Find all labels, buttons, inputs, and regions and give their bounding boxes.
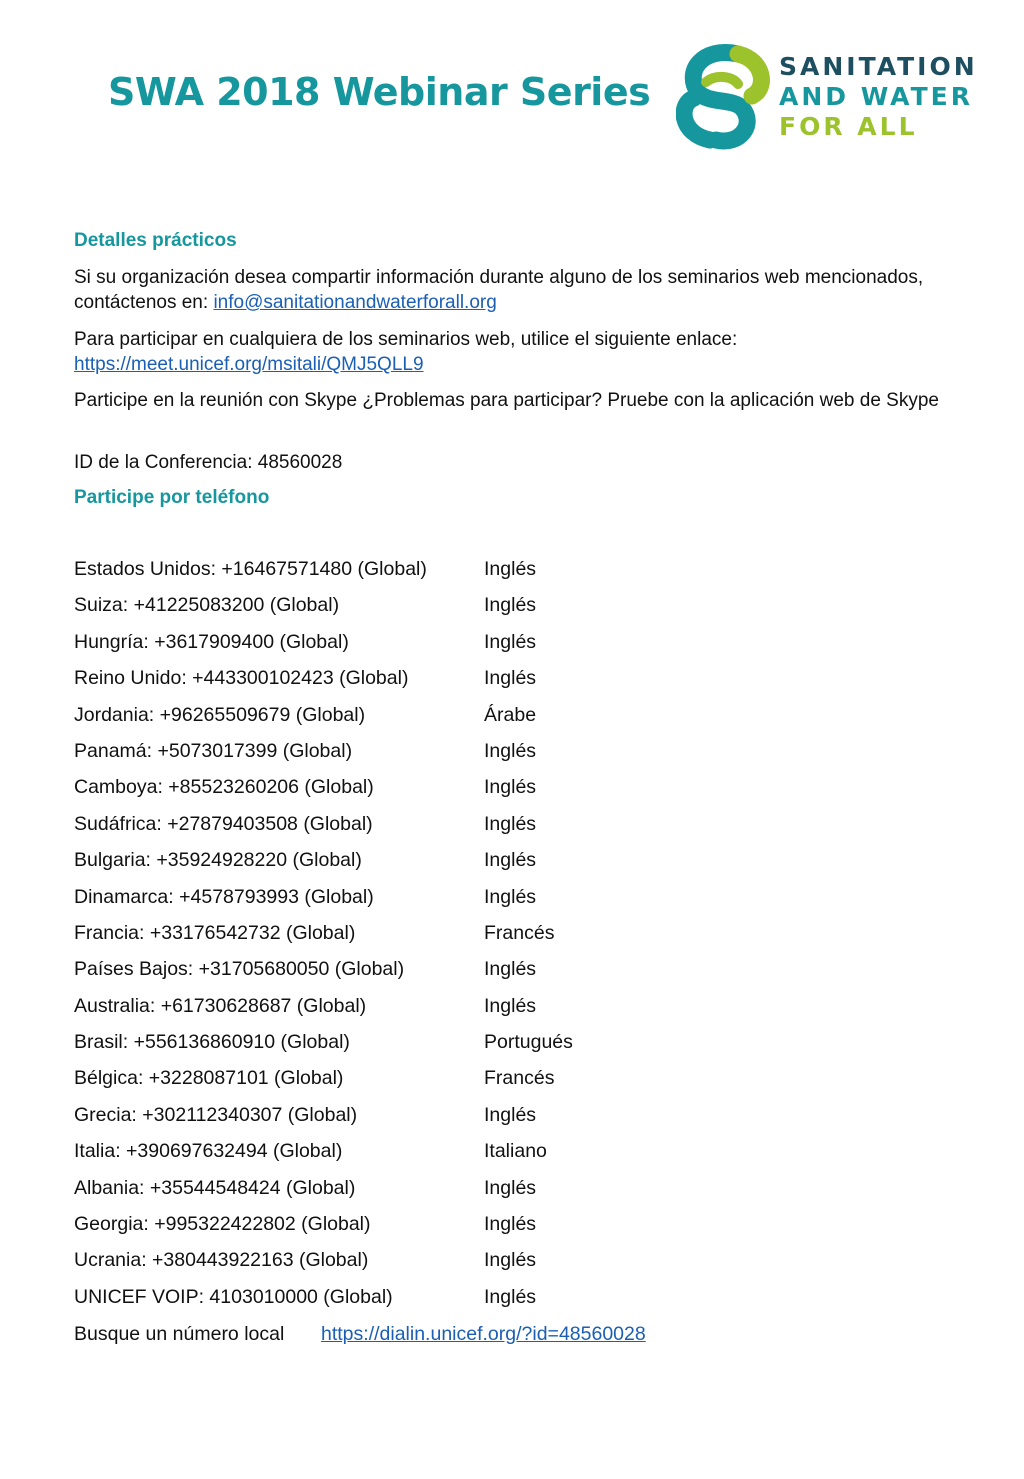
local-number-row xyxy=(74,1323,646,1346)
phone-row xyxy=(74,1031,954,1067)
phone-country-number: Bélgica: +3228087101 (Global) xyxy=(74,1067,344,1090)
phone-language: Inglés xyxy=(484,1176,537,1199)
phone-country-number: Francia: +33176542732 (Global) xyxy=(74,921,356,944)
phone-language: Inglés xyxy=(484,1285,537,1308)
phone-language: Inglés xyxy=(484,558,537,580)
swa-logo xyxy=(676,42,976,152)
phone-row xyxy=(74,667,954,703)
meeting-link[interactable]: https://meet.unicef.org/msitali/QMJ5QLL9 xyxy=(74,354,424,375)
phone-country-number: Ucrania: +380443922163 (Global) xyxy=(74,1249,369,1272)
phone-language: Inglés xyxy=(484,667,537,690)
phone-language: Inglés xyxy=(484,812,537,835)
phone-country-number: Italia: +390697632494 (Global) xyxy=(74,1140,343,1163)
phone-language: Francés xyxy=(484,1067,555,1090)
share-info-paragraph xyxy=(74,265,974,315)
phone-row xyxy=(74,1213,954,1249)
phone-country-number: Países Bajos: +31705680050 (Global) xyxy=(74,958,405,981)
swa-logo-mark-icon xyxy=(676,42,772,152)
phone-row xyxy=(74,1177,954,1213)
practical-details-heading: Detalles prácticos xyxy=(74,230,237,251)
phone-language: Inglés xyxy=(484,594,537,617)
phone-language: Inglés xyxy=(484,1213,537,1236)
phone-row xyxy=(74,958,954,994)
phone-row xyxy=(74,740,954,776)
phone-country-number: Brasil: +556136860910 (Global) xyxy=(74,1031,350,1054)
phone-row xyxy=(74,558,954,594)
phone-row xyxy=(74,1104,954,1140)
phone-row xyxy=(74,776,954,812)
phone-row xyxy=(74,1140,954,1176)
phone-language: Inglés xyxy=(484,1249,537,1272)
phone-country-number: Panamá: +5073017399 (Global) xyxy=(74,739,353,762)
skype-paragraph: Participe en la reunión con Skype ¿Problemas para participar? Pruebe con la aplicación web de Skype xyxy=(74,390,939,411)
phone-language: Inglés xyxy=(484,1103,537,1126)
local-number-link[interactable]: https://dialin.unicef.org/?id=48560028 xyxy=(321,1323,646,1345)
phone-row xyxy=(74,594,954,630)
page-title: SWA 2018 Webinar Series xyxy=(108,70,651,114)
phone-country-number: Georgia: +995322422802 (Global) xyxy=(74,1213,371,1236)
phone-country-number: Dinamarca: +4578793993 (Global) xyxy=(74,885,374,908)
phone-number-list xyxy=(74,558,954,1322)
phone-language: Inglés xyxy=(484,994,537,1017)
phone-language: Italiano xyxy=(484,1140,547,1163)
phone-country-number: UNICEF VOIP: 4103010000 (Global) xyxy=(74,1285,393,1308)
phone-row xyxy=(74,849,954,885)
phone-language: Francés xyxy=(484,921,555,944)
phone-country-number: Australia: +61730628687 (Global) xyxy=(74,994,367,1017)
logo-line-1: SANITATION xyxy=(779,52,978,81)
phone-country-number: Reino Unido: +443300102423 (Global) xyxy=(74,667,409,690)
local-number-label: Busque un número local xyxy=(74,1323,285,1345)
phone-row xyxy=(74,1286,954,1322)
phone-row xyxy=(74,704,954,740)
phone-language: Inglés xyxy=(484,776,537,799)
logo-line-3: FOR ALL xyxy=(779,112,918,141)
phone-language: Portugués xyxy=(484,1031,573,1054)
phone-language: Inglés xyxy=(484,885,537,908)
phone-country-number: Estados Unidos: +16467571480 (Global) xyxy=(74,558,427,580)
phone-row xyxy=(74,922,954,958)
phone-language: Árabe xyxy=(484,703,537,726)
phone-row xyxy=(74,1249,954,1285)
join-webinar-paragraph xyxy=(74,327,974,377)
phone-country-number: Jordania: +96265509679 (Global) xyxy=(74,703,366,726)
phone-country-number: Albania: +35544548424 (Global) xyxy=(74,1176,356,1199)
phone-row xyxy=(74,1067,954,1103)
phone-heading: Participe por teléfono xyxy=(74,487,270,508)
conference-id: ID de la Conferencia: 48560028 xyxy=(74,452,343,473)
share-info-text: Si su organización desea compartir información durante alguno de los seminarios web mencionados, contáctenos en: xyxy=(74,267,924,313)
phone-country-number: Suiza: +41225083200 (Global) xyxy=(74,594,340,617)
phone-row xyxy=(74,631,954,667)
phone-country-number: Bulgaria: +35924928220 (Global) xyxy=(74,849,362,872)
phone-language: Inglés xyxy=(484,958,537,981)
phone-row xyxy=(74,886,954,922)
contact-email-link[interactable]: info@sanitationandwaterforall.org xyxy=(213,292,497,313)
logo-line-2: AND WATER xyxy=(779,82,973,111)
phone-row xyxy=(74,995,954,1031)
join-webinar-text: Para participar en cualquiera de los seminarios web, utilice el siguiente enlace: xyxy=(74,329,738,350)
phone-country-number: Grecia: +302112340307 (Global) xyxy=(74,1103,358,1126)
phone-country-number: Hungría: +3617909400 (Global) xyxy=(74,630,349,653)
phone-country-number: Sudáfrica: +27879403508 (Global) xyxy=(74,812,373,835)
phone-country-number: Camboya: +85523260206 (Global) xyxy=(74,776,374,799)
phone-language: Inglés xyxy=(484,739,537,762)
phone-language: Inglés xyxy=(484,849,537,872)
phone-language: Inglés xyxy=(484,630,537,653)
phone-row xyxy=(74,813,954,849)
